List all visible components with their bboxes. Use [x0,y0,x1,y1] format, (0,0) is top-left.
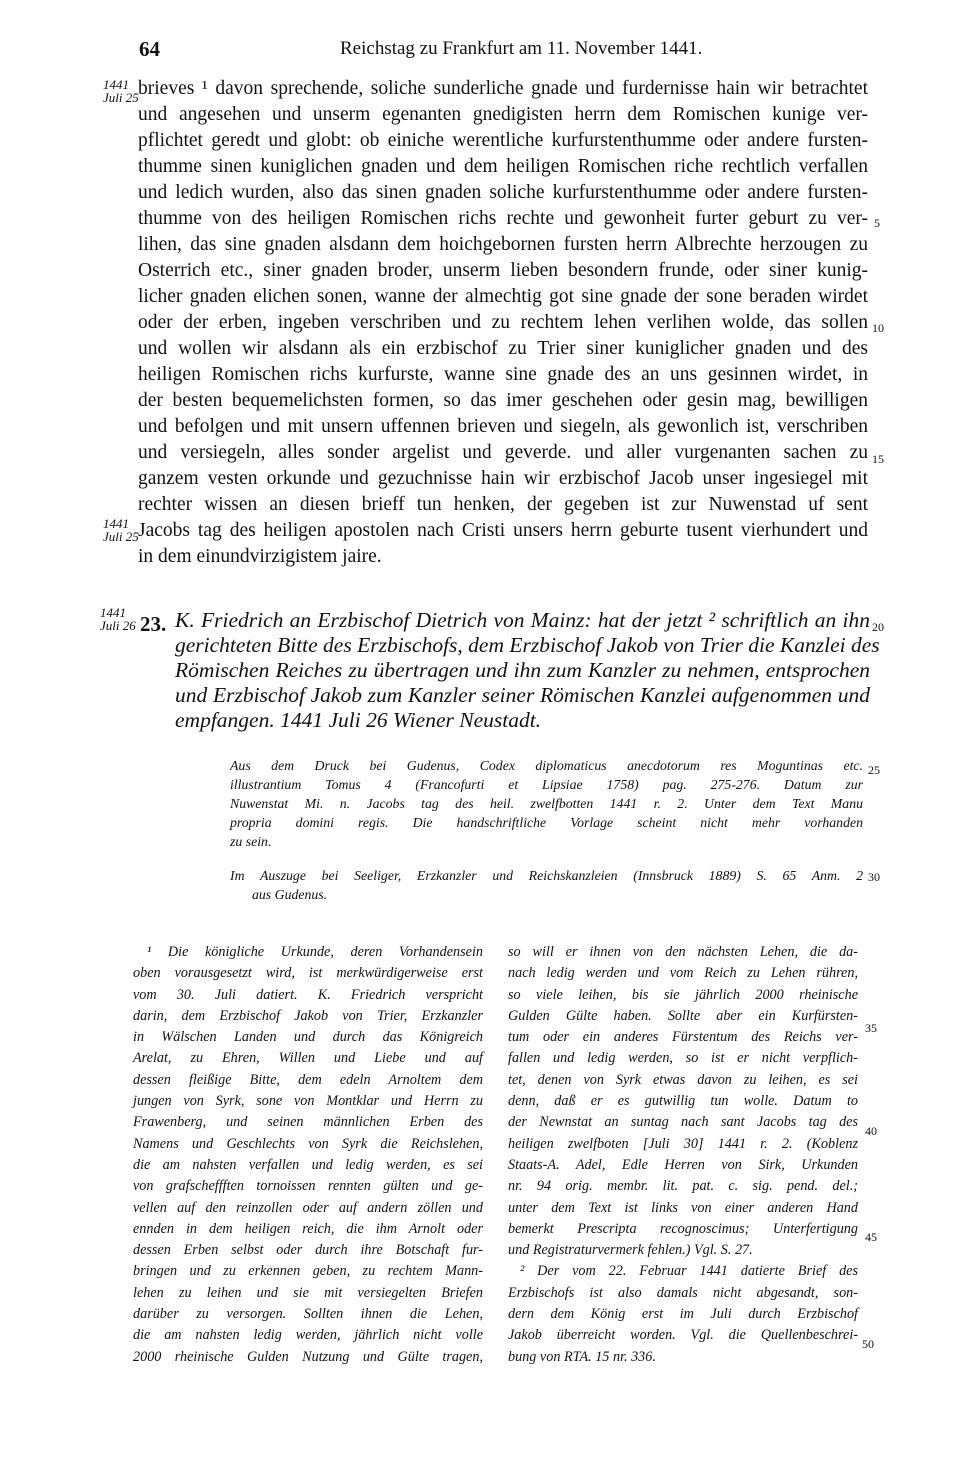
line-number: 25 [868,763,880,777]
footnote-line: Gulden Gülte haben. Sollte aber ein Kurfürsten- [508,1007,858,1024]
footnote-line: heiligen zwelfboten [Juli 30] 1441 r. 2. (Koblenz [508,1135,858,1152]
regest-number: 23. [140,612,167,636]
footnote-line: dern dem König erst im Juli durch Erzbischof [508,1306,858,1323]
body-line: rechter wissen an diesen brieff tun henken, der gegeben ist zur Nuwenstad uf sent [138,494,868,515]
margin-date-year: 1441 [100,605,126,620]
line-number: 30 [868,870,880,884]
body-line: und befolgen und mit unsern uffennen brieven und siegeln, als gewonlich ist, verschriben [138,416,868,437]
line-number: 35 [865,1021,877,1035]
footnote-line: die am nahsten verfallen und ledig werden, es sei [133,1156,483,1173]
footnote-line: Jakob überreicht worden. Vgl. die Quellenbeschrei- [508,1327,858,1344]
margin-date-year: 1441 [103,77,129,92]
margin-date [100,606,136,632]
footnote-line: lehen zu leihen und sie mit versiegelten Briefen [133,1284,483,1301]
footnote-line: darin, dem Erzbischof Jakob von Trier, Erzkanzler [133,1007,483,1024]
body-line: und angesehen und unserm egenanten gnedigisten herrn dem Romischen kunige ver- [138,104,868,125]
body-line: licher gnaden elichen sonen, wanne der almechtig got sine gnade der sone beraden wirdet [138,286,868,307]
footnote-line: ² Der vom 22. Februar 1441 datierte Brief des [520,1263,858,1280]
footnote-line: Arelat, zu Ehren, Willen und Liebe und auf [133,1050,483,1067]
source-note-excerpt [230,866,863,904]
footnote-line: tum oder ein anderes Fürstentum des Reichs ver- [508,1029,858,1046]
footnote-line: nr. 94 orig. membr. lit. pat. c. sig. pend. del.; [508,1178,858,1195]
footnotes-left-column [133,942,483,1368]
source-line: Aus dem Druck bei Gudenus, Codex diplomaticus anecdotorum res Moguntinas etc. [230,758,863,773]
source-line: Nuwenstat Mi. n. Jacobs tag des heil. zwelfbotten 1441 r. 2. Unter dem Text Manu [230,796,863,811]
footnote-line: vom 30. Juli datiert. K. Friedrich verspricht [133,986,483,1003]
footnote-line: ¹ Die königliche Urkunde, deren Vorhandensein [147,944,483,960]
footnote-line: der Newnstat an suntag nach sant Jacobs tag des [508,1114,858,1131]
footnote-line: die am nahsten ledig werden, jährlich nicht volle [133,1327,483,1344]
line-number: 20 [872,620,884,634]
footnote-line: darüber zu versorgen. Sollten ihnen die Lehen, [133,1306,483,1323]
source-note [230,756,863,851]
source-line: propria domini regis. Die handschriftliche Vorlage scheint nicht mehr vorhanden [230,815,863,830]
footnote-line: oben vorausgesetzt wird, ist merkwürdigerweise erst [133,965,483,982]
line-number: 10 [872,321,884,335]
body-line: ganzem vesten orkunde und gezuchnisse hain wir erzbischof Jacob unser ingesiegel mit [138,468,868,489]
regest-line: empfangen. 1441 Juli 26 Wiener Neustadt. [175,708,542,732]
footnote-line: unter dem Text ist links von einer anderen Hand [508,1199,858,1216]
margin-date-year: 1441 [103,516,129,531]
footnote-line: dessen fleißige Bitte, dem edeln Arnoltem dem [133,1071,483,1088]
line-number: 50 [862,1337,874,1351]
footnote-line: jungen von Syrk, sone von Montklar und Herrn zu [133,1093,483,1110]
source-line: zu sein. [230,834,272,849]
line-number: 40 [865,1124,877,1138]
body-line: und wollen wir alsdann als ein erzbischof zu Trier siner kuniglicher gnaden und des [138,338,868,359]
page-number: 64 [139,37,160,61]
body-line: thumme sinen kuniglichen gnaden und dem heiligen Romischen riche rechtlich verfallen [138,156,868,177]
footnote-line: so viele leihen, bis sie jährlich 2000 rheinische [508,986,858,1003]
line-number: 45 [865,1230,877,1244]
footnote-line: ennden in dem heiligen reich, die ihm Arnolt oder [133,1220,483,1237]
footnote-line: bringen und zu erkennen geben, zu rechtem Mann- [133,1263,483,1280]
regest-line: und Erzbischof Jakob zum Kanzler seiner Römischen Kanzlei aufgenommen und [175,683,870,707]
source-line: Im Auszuge bei Seeliger, Erzkanzler und Reichskanzleien (Innsbruck 1889) S. 65 Anm. 2 [230,868,863,883]
footnote-line: bemerkt Prescripta recognoscimus; Unterfertigung [508,1220,858,1237]
document-body [138,76,868,570]
source-line: aus Gudenus. [252,887,328,902]
footnote-line: dessen Erben selbst oder durch ihre Botschaft fur- [133,1242,483,1259]
footnote-line: Erzbischofs ist also damals nicht abgesandt, son- [508,1284,858,1301]
body-line: thumme von des heiligen Romischen richs rechte und gewonheit furter geburt zu ver- [138,208,868,229]
margin-date-day: Juli 26 [100,618,136,633]
margin-date-day: Juli 25 [103,90,139,105]
body-line: und ledich wurden, also das sinen gnaden soliche kurfurstenthumme oder andere fursten- [138,182,868,203]
body-line: pflichtet geredt und globt: ob einiche werentliche kurfurstenthumme oder andere fursten- [138,130,868,151]
footnote-line: bung von RTA. 15 nr. 336. [508,1348,656,1365]
footnote-line: Staats-A. Adel, Edle Herren von Sirk, Urkunden [508,1156,858,1173]
regest-line: gerichteten Bitte des Erzbischofs, dem Erzbischof Jakob von Trier die Kanzlei des [175,633,880,657]
regest-line: Römischen Reiches zu übertragen und ihn zum Kanzler zu nehmen, entsprochen [175,658,870,682]
line-number: 5 [874,216,880,230]
body-line: lihen, das sine gnaden alsdann dem hoichgebornen fursten herrn Albrechte herzougen zu [138,234,868,255]
regest-line: K. Friedrich an Erzbischof Dietrich von Mainz: hat der jetzt ² schriftlich an ihn [175,608,870,632]
body-line: in dem einundvirzigistem jaire. [138,546,382,567]
body-line: Osterrich etc., siner gnaden broder, unserm lieben besondern frunde, oder siner kunig- [138,260,868,281]
source-line: illustrantium Tomus 4 (Francofurti et Lipsiae 1758) pag. 275-276. Datum zur [230,777,863,792]
body-line: und versiegeln, alles sonder argelist und geverde. und aller vurgenanten sachen zu [138,442,868,463]
line-number: 15 [872,452,884,466]
body-line: der besten bequemelichsten formen, so das imer geschehen oder gesin mag, bewilligen [138,390,868,411]
margin-date [103,78,139,104]
footnote-line: von grafscheffften tornoissen rennten gülten und ge- [133,1178,483,1195]
footnote-line: in Wälschen Landen und durch das Königreich [133,1029,483,1046]
footnote-line: und Registraturvermerk fehlen.) Vgl. S. 27. [508,1242,753,1259]
margin-date-day: Juli 25 [103,529,139,544]
margin-date [103,517,139,543]
body-line: heiligen Romischen richs kurfurste, wanne sine gnade des an uns gesinnen wirdet, in [138,364,868,385]
footnote-line: nach ledig werden und vom Reich zu Lehen rühren, [508,965,858,982]
footnote-line: so will er ihnen von den nächsten Lehen, die da- [508,944,858,960]
body-line: oder der erben, ingeben verschriben und zu rechtem lehen verlihen wolde, das sollen [138,312,868,333]
footnote-line: 2000 rheinische Gulden Nutzung und Gülte tragen, [133,1348,483,1365]
footnotes-right-column [508,942,858,1368]
footnote-line: denn, daß er es gutwillig tun wolle. Datum to [508,1093,858,1110]
footnote-line: Frawenberg, und seinen männlichen Erben des [133,1114,483,1131]
running-title: Reichstag zu Frankfurt am 11. November 1441. [340,38,703,59]
footnote-line: vellen auf den reinzollen oder auf andern zöllen und [133,1199,483,1216]
body-line: Jacobs tag des heiligen apostolen nach Cristi unsers herrn geburte tusent vierhundert und [138,520,868,541]
footnote-line: fallen und ledig werden, so ist er nicht verpflich- [508,1050,858,1067]
footnote-line: Namens und Geschlechts von Syrk die Reichslehen, [133,1135,483,1152]
footnote-line: tet, denen von Syrk etwas davon zu leihen, es sei [508,1071,858,1088]
body-line: brieves ¹ davon sprechende, soliche sunderliche gnade und furdernisse hain wir betrachtet [138,78,868,99]
